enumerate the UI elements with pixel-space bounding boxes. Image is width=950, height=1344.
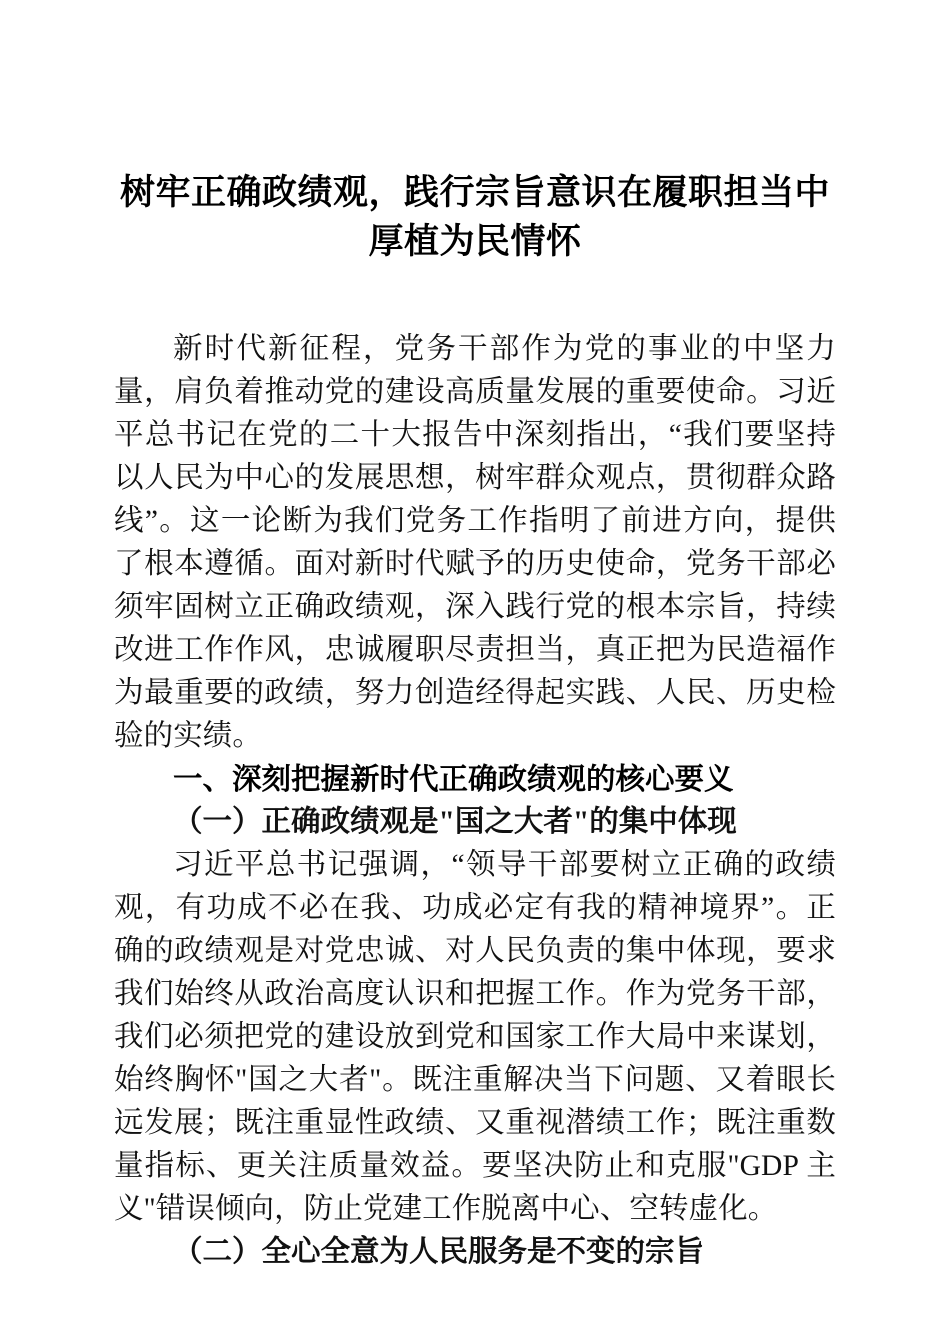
document-title-line-2: 厚植为民情怀 (368, 222, 582, 261)
subsection-heading-1-2: （二）全心全意为人民服务是不变的宗旨 (173, 1236, 705, 1268)
document-title (114, 0, 836, 266)
subsection-heading-1-1: （一）正确政绩观是"国之大者"的集中体现 (173, 806, 737, 838)
document-title-line-1: 树牢正确政绩观，践行宗旨意识在履职担当中 (119, 173, 830, 212)
intro-paragraph: 新时代新征程，党务干部作为党的事业的中坚力量，肩负着推动党的建设高质量发展的重要使命。习近平总书记在党的二十大报告中深刻指出，“我们要坚持以人民为中心的发展思想，树牢群众观点，贯彻群众路线”。这一论断为我们党务工作指明了前进方向，提供了根本遵循。面对新时代赋予的历史使命，党务干部必须牢固树立正确政绩观，深入践行党的根本宗旨，持续改进工作作风，忠诚履职尽责担当，真正把为民造福作为最重要的政绩，努力创造经得起实践、人民、历史检验的实绩。 (114, 333, 836, 752)
section-heading-1: 一、深刻把握新时代正确政绩观的核心要义 (173, 763, 734, 796)
subsection-1-1-paragraph: 习近平总书记强调，“领导干部要树立正确的政绩观，有功成不必在我、功成必定有我的精神境界”。正确的政绩观是对党忠诚、对人民负责的集中体现，要求我们始终从政治高度认识和把握工作。作为党务干部，我们必须把党的建设放到党和国家工作大局中来谋划，始终胸怀"国之大者"。既注重解决当下问题、又着眼长远发展；既注重显性政绩、又重视潜绩工作；既注重数量指标、更关注质量效益。要坚决防止和克服"GDP 主义"错误倾向，防止党建工作脱离中心、空转虚化。 (114, 849, 836, 1225)
document-content (114, 0, 836, 1274)
